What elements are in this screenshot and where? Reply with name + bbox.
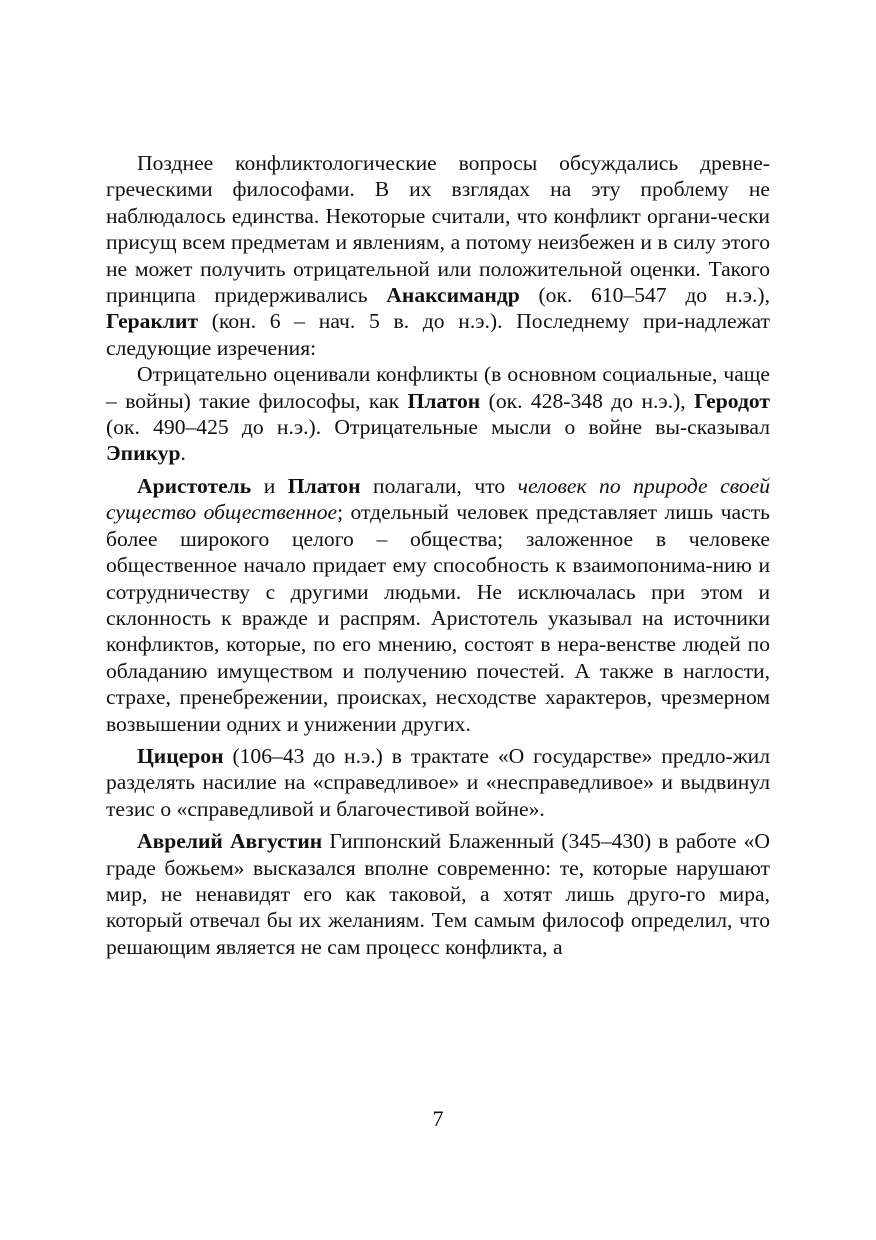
name-heraclitus: Гераклит: [106, 309, 199, 334]
paragraph-cicero: [106, 743, 770, 822]
page-body: [106, 150, 770, 960]
text-span: Позднее конфликтологические вопросы обсуждались древне-греческими философами. В их взглядах на эту проблему не наблюдалось единства. Некоторые считали, что конфликт органи-чески присущ всем предметам и явлениям, а потому неизбежен и в силу этого не может получить отрицательной или положительной оценки. Такого принципа придерживались: [106, 151, 770, 308]
text-span: Отрицательно оценивали конфликты (в основном социальные, чаще – войны) такие философы, как: [106, 362, 770, 413]
paragraph-ancient-greeks: [106, 150, 770, 361]
name-augustine: Аврелий Августин: [137, 829, 323, 854]
text-span: (106–43 до н.э.) в трактате «О государстве» предло-жил разделять насилие на «справедливое» и «несправедливое» и выдвинул тезис о «справедливой и благочестивой войне».: [106, 743, 770, 821]
name-plato: Платон: [407, 388, 481, 413]
text-span: (ок. 428-348 до н.э.),: [480, 388, 695, 413]
text-span: (ок. 610–547 до н.э.),: [519, 283, 770, 308]
text-span: (ок. 490–425 до н.э.). Отрицательные мысли о войне вы-сказывал: [106, 415, 770, 440]
paragraph-augustine: [106, 828, 770, 960]
name-epicurus: Эпикур: [106, 441, 181, 466]
text-span: и: [251, 473, 288, 498]
name-anaximander: Анаксимандр: [386, 283, 520, 308]
text-span: .: [180, 441, 186, 466]
paragraph-negative-view: [106, 361, 770, 467]
name-cicero: Цицерон: [137, 743, 224, 768]
text-span: (кон. 6 – нач. 5 в. до н.э.). Последнему при-надлежат следующие изречения:: [106, 309, 770, 360]
name-aristotle: Аристотель: [137, 473, 252, 498]
name-herodotus: Геродот: [694, 388, 770, 413]
italic-phrase: человек по природе своей существо общественное: [106, 473, 770, 525]
text-span: ; отдельный человек представляет лишь часть более широкого целого – общества; заложенное в человеке общественное начало придает ему способность к взаимопонима-нию и сотрудничеству с другими людьми. Не исключалась при этом и склонность к вражде и распрям. Аристотель указывал на источники конфликтов, которые, по его мнению, состоят в нера-венстве людей по обладанию имуществом и получению почестей. А также в наглости, страхе, пренебрежении, происках, несходстве характеров, чрезмерном возвышении одних и унижении других.: [106, 500, 770, 736]
name-plato: Платон: [287, 473, 361, 498]
text-span: Гиппонский Блаженный (345–430) в работе «О граде божьем» высказался вполне современно: те, которые нарушают мир, не ненавидят его как таковой, а хотят лишь друго-го мира, который отвечал бы их желаниям. Тем самым философ определил, что решающим является не сам процесс конфликта, а: [106, 829, 770, 959]
paragraph-aristotle: [106, 473, 770, 737]
text-span: полагали, что: [360, 473, 518, 498]
page-number: 7: [432, 1106, 444, 1131]
